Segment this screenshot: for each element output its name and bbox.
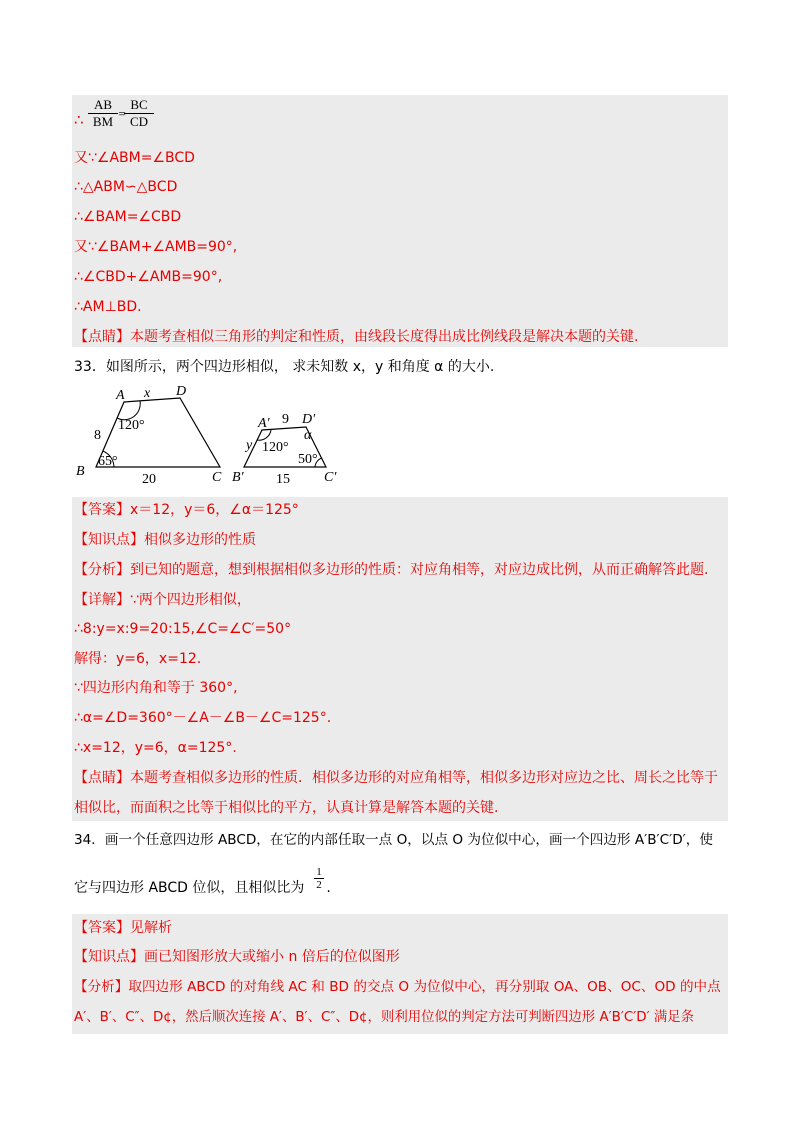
equals-sign: = <box>118 106 126 121</box>
angle-c1: 50° <box>298 452 318 467</box>
detail-33 <box>74 590 251 610</box>
label-alpha: α <box>304 428 312 443</box>
answer-label: 【答案】 <box>74 920 130 936</box>
kp-text: 相似多边形的性质 <box>144 532 256 548</box>
detail-step: ∴α=∠D=360°－∠A－∠B－∠C=125°. <box>74 710 332 726</box>
fraction-bc-cd: $\frac{BC}{CD}$ <box>124 97 154 130</box>
angle-b: 65° <box>98 454 118 469</box>
analysis-text: 到已知的题意，想到根据相似多边形的性质：对应角相等，对应边成比例，从而正确解答此题. <box>130 562 709 578</box>
solution-line: ∴∠CBD+∠AMB=90°, <box>74 269 223 285</box>
fraction-ab-bm: $\frac{AB}{BM}$ <box>88 97 118 130</box>
knowledge-point-34 <box>74 947 400 967</box>
question-34-line1: 34．画一个任意四边形 ABCD，在它的内部任取一点 O，以点 O 为位似中心，画一个四边形 A′B′C′D′，使 <box>74 832 713 848</box>
angle-a: 120° <box>118 418 145 433</box>
side-b1c1: 15 <box>276 472 290 487</box>
label-d: D <box>176 385 187 399</box>
answer-33 <box>74 500 299 520</box>
detail-text: ∵两个四边形相似， <box>130 592 251 608</box>
detail-step: ∴8:y=x:9=20:15,∠C=∠C′=50° <box>74 621 292 637</box>
kp-text: 画已知图形放大或缩小 n 倍后的位似图形 <box>144 949 400 965</box>
label-d1: D′ <box>302 412 316 427</box>
analysis-34 <box>74 977 721 997</box>
label-b: B <box>76 464 85 479</box>
question-34-text: 它与四边形 ABCD 位似，且相似比为 <box>74 880 305 896</box>
side-bc: 20 <box>142 472 156 487</box>
solution-line: ∴∠BAM=∠CBD <box>74 209 182 225</box>
therefore-symbol: ∴ <box>74 111 84 129</box>
label-b1: B′ <box>232 470 244 485</box>
detail-step: ∵四边形内角和等于 360°, <box>74 680 238 696</box>
question-34-line2 <box>74 878 331 898</box>
answer-34 <box>74 918 172 938</box>
comment-text: 本题考查相似多边形的性质．相似多边形的对应角相等，相似多边形对应边之比、周长之比等于 <box>130 770 718 786</box>
label-c: C <box>212 470 222 485</box>
answer-label: 【答案】 <box>74 502 130 518</box>
comment-text: 本题考查相似三角形的判定和性质，由线段长度得出成比例线段是解决本题的关键. <box>130 329 639 345</box>
angle-a1: 120° <box>262 440 289 455</box>
similar-quadrilaterals-figure <box>70 385 360 490</box>
side-a1d1: 9 <box>282 412 289 427</box>
comment-33-cont: 相似比，而面积之比等于相似比的平方，认真计算是解答本题的关键. <box>74 800 499 816</box>
label-y: y <box>246 438 253 453</box>
label-c1: C′ <box>324 470 337 485</box>
analysis-label: 【分析】 <box>74 979 129 995</box>
analysis-34-cont: A′、B′、C″、D¢，然后顺次连接 A′、B′、C″、D¢，则利用位似的判定方法可判断四边形 A′B′C′D′ 满足条 <box>74 1010 695 1025</box>
question-34-end: . <box>326 880 331 896</box>
kp-label: 【知识点】 <box>74 532 144 548</box>
detail-label: 【详解】 <box>74 592 130 608</box>
comment-1 <box>74 327 638 347</box>
comment-33 <box>74 768 718 788</box>
knowledge-point-33 <box>74 530 256 550</box>
analysis-label: 【分析】 <box>74 562 130 578</box>
detail-step: 解得：y=6，x=12. <box>74 651 202 667</box>
side-ab: 8 <box>94 428 101 443</box>
solution-line: ∴△ABM∽△BCD <box>74 179 178 195</box>
answer-text: 见解析 <box>130 920 172 936</box>
label-x: x <box>144 386 151 401</box>
comment-label: 【点睛】 <box>74 329 130 345</box>
label-a1: A′ <box>258 416 270 431</box>
answer-text: x＝12，y＝6，∠α＝125° <box>130 502 299 518</box>
question-33: 33．如图所示，两个四边形相似， 求未知数 x，y 和角度 α 的大小. <box>74 359 495 375</box>
detail-step: ∴x=12，y=6，α=125°. <box>74 740 237 756</box>
kp-label: 【知识点】 <box>74 949 144 965</box>
solution-line: ∴AM⊥BD. <box>74 299 142 315</box>
label-a: A <box>116 388 125 403</box>
ratio-fraction: $\frac{1}{2}$ <box>314 866 324 891</box>
analysis-33 <box>74 560 708 580</box>
comment-label: 【点睛】 <box>74 770 130 786</box>
solution-line: 又∵∠BAM+∠AMB=90°, <box>74 239 238 255</box>
analysis-text: 取四边形 ABCD 的对角线 AC 和 BD 的交点 O 为位似中心，再分别取 OA、OB、OC、OD 的中点 <box>128 979 721 995</box>
solution-line: 又∵∠ABM=∠BCD <box>74 150 195 166</box>
